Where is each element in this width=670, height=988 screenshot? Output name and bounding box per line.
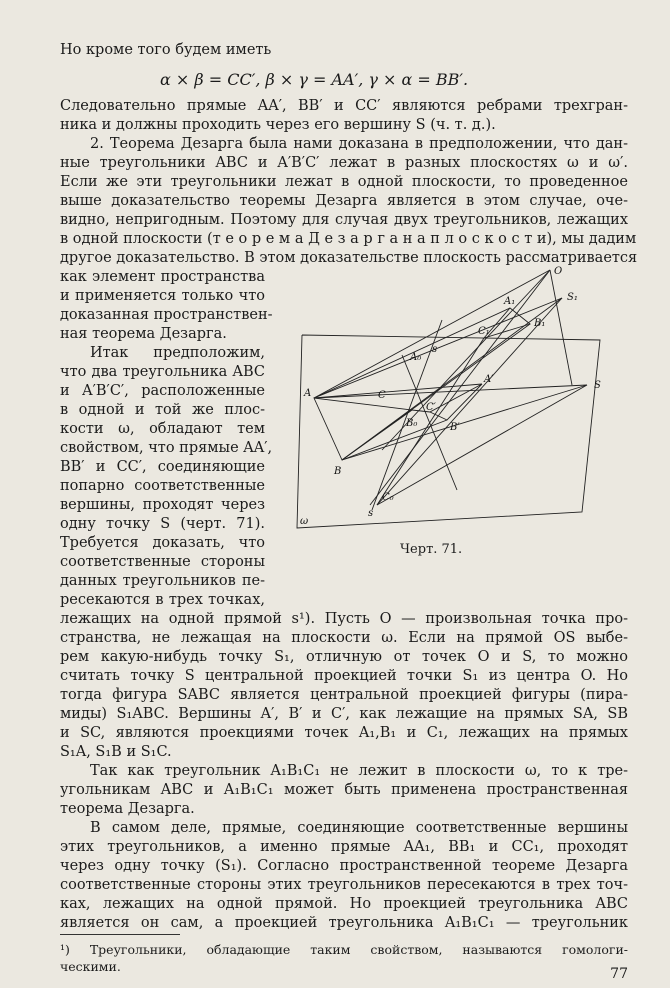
text-line: другое доказательство. В этом доказательстве плоскость рассматривается: [60, 250, 638, 266]
label-B0: B₀: [406, 418, 418, 429]
text-line: лежащих на одной прямой s¹). Пусть O — произвольная точка про-: [60, 611, 628, 627]
text-line: 2. Теорема Дезарга была нами доказана в предположении, что дан-: [90, 136, 628, 152]
text-line: ная теорема Дезарга.: [60, 326, 227, 342]
text-line: Требуется доказать, что: [60, 535, 265, 551]
text-line: угольникам ABC и A₁B₁C₁ может быть применена пространственная: [60, 782, 628, 798]
formula: α × β = CC′, β × γ = AA′, γ × α = BB′.: [160, 70, 469, 89]
text-line: в одной плоскости (т е о р е м а Д е з а р г а н а п л о с к о с т и), мы дадим: [60, 231, 637, 247]
text-line: выше доказательство теоремы Дезарга является в этом случае, оче-: [60, 193, 628, 209]
text-line: соответственные стороны: [60, 554, 265, 570]
label-A0: A₀: [410, 352, 422, 363]
text-line: миды) S₁ABC. Вершины A′, B′ и C′, как лежащие на прямых SA, SB: [60, 706, 628, 722]
label-Bprime: B′: [450, 422, 460, 433]
text-line: соответственные стороны этих треугольников пересекаются в трех точ-: [60, 877, 628, 893]
text-line: и применяется только что: [60, 288, 265, 304]
text-line: попарно соответственные: [60, 478, 265, 494]
text-line: и SC, являются проекциями точек A₁,B₁ и C₁, лежащих на прямых: [60, 725, 628, 741]
text-line: тогда фигура SABC является центральной проекцией фигуры (пира-: [60, 687, 628, 703]
footnote-line: ческими.: [60, 959, 121, 974]
label-C1: C₁: [478, 326, 490, 337]
text-line: и A′B′C′, расположенные: [60, 383, 265, 399]
label-O: O: [554, 266, 563, 277]
text-line: BB′ и CC′, соединяющие: [60, 459, 265, 475]
label-Aprime: A′: [484, 374, 494, 385]
text-line: странства, не лежащая на плоскости ω. Если на прямой OS выбе-: [60, 630, 628, 646]
text-line: теорема Дезарга.: [60, 801, 195, 817]
label-A1: A₁: [504, 296, 516, 307]
text-line: ках, лежащих на одной прямой. Но проекцией треугольника ABC: [60, 896, 628, 912]
label-S1: S₁: [567, 292, 578, 303]
label-C: C: [378, 390, 386, 401]
text-line: рем какую-нибудь точку S₁, отличную от точек O и S, то можно: [60, 649, 628, 665]
footnote-line: ¹) Треугольники, обладающие таким свойством, называются гомологи-: [60, 942, 628, 957]
text-line: Так как треугольник A₁B₁C₁ не лежит в плоскости ω, то к тре-: [90, 763, 628, 779]
page-number: 77: [610, 966, 628, 982]
text-line: ника и должны проходить через его вершину S (ч. т. д.).: [60, 117, 496, 133]
text-line: ные треугольники ABC и A′B′C′ лежат в разных плоскостях ω и ω′.: [60, 155, 628, 171]
label-s-top: s: [432, 344, 438, 355]
label-omega: ω: [300, 516, 309, 527]
text-line: В самом деле, прямые, соединяющие соответственные вершины: [90, 820, 628, 836]
text-line: кости ω, обладают тем: [60, 421, 265, 437]
label-B: B: [334, 466, 342, 477]
label-A: A: [304, 388, 312, 399]
text-line: Но кроме того будем иметь: [60, 42, 272, 58]
text-line: Следовательно прямые AA′, BB′ и CC′ являются ребрами трехгран-: [60, 98, 628, 114]
text-line: доказанная пространствен-: [60, 307, 273, 323]
label-C0: C₀: [382, 492, 394, 503]
text-line: данных треугольников пе-: [60, 573, 265, 589]
text-line: S₁A, S₁B и S₁C.: [60, 744, 172, 760]
plane-omega: [297, 335, 600, 528]
text-line: свойством, что прямые AA′,: [60, 440, 273, 456]
text-line: является он сам, а проекцией треугольника A₁B₁C₁ — треугольник: [60, 915, 628, 931]
text-line: Итак предположим,: [90, 345, 265, 361]
footnote-rule: [60, 934, 180, 935]
label-Cprime: C′: [426, 402, 436, 413]
text-line: вершины, проходят через: [60, 497, 265, 513]
text-line: считать точку S центральной проекцией точки S₁ из центра O. Но: [60, 668, 628, 684]
text-line: как элемент пространства: [60, 269, 265, 285]
text-line: одну точку S (черт. 71).: [60, 516, 265, 532]
text-line: в одной и той же плос-: [60, 402, 265, 418]
text-line: этих треугольников, а именно прямые AA₁, BB₁ и CC₁, проходят: [60, 839, 628, 855]
text-line: Если же эти треугольники лежат в одной плоскости, то проведенное: [60, 174, 628, 190]
text-line: через одну точку (S₁). Согласно пространственной теореме Дезарга: [60, 858, 628, 874]
label-s-bottom: s: [368, 508, 374, 519]
label-B1: B₁: [534, 318, 546, 329]
figure-71: [282, 260, 628, 560]
label-S: S: [594, 380, 601, 391]
text-line: видно, непригодным. Поэтому для случая двух треугольников, лежащих: [60, 212, 628, 228]
text-line: ресекаются в трех точках,: [60, 592, 265, 608]
figure-caption: Черт. 71.: [400, 542, 463, 557]
text-line: что два треугольника ABC: [60, 364, 265, 380]
